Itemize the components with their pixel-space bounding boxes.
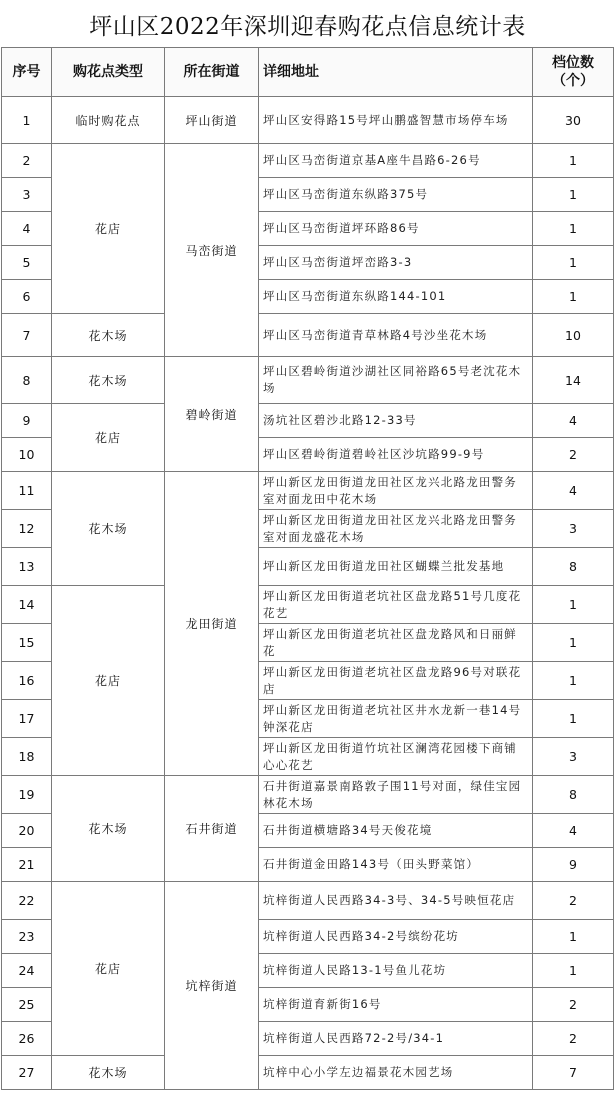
cell-stall-count: 7: [533, 1056, 614, 1090]
cell-address: 坪山区马峦街道东纵路144-101: [259, 280, 533, 314]
cell-outlet-type: 花木场: [52, 314, 165, 357]
cell-seq: 23: [2, 920, 52, 954]
cell-seq: 6: [2, 280, 52, 314]
table-row: [2, 472, 614, 510]
header-count-line1: 档位数: [552, 55, 594, 71]
cell-outlet-type: 花木场: [52, 776, 165, 882]
cell-stall-count: 1: [533, 954, 614, 988]
cell-seq: 22: [2, 882, 52, 920]
cell-address: 坪山区马峦街道京基A座牛昌路6-26号: [259, 144, 533, 178]
cell-street: 碧岭街道: [165, 357, 259, 472]
cell-address: 坑梓中心小学左边福景花木园艺场: [259, 1056, 533, 1090]
cell-outlet-type: 花店: [52, 404, 165, 472]
cell-seq: 26: [2, 1022, 52, 1056]
cell-address: 坪山新区龙田街道老坑社区盘龙路96号对联花店: [259, 662, 533, 700]
table-row: [2, 404, 614, 438]
cell-seq: 19: [2, 776, 52, 814]
cell-seq: 9: [2, 404, 52, 438]
cell-stall-count: 8: [533, 548, 614, 586]
cell-stall-count: 1: [533, 586, 614, 624]
document-title: 坪山区2022年深圳迎春购花点信息统计表: [89, 13, 526, 40]
cell-seq: 21: [2, 848, 52, 882]
cell-seq: 27: [2, 1056, 52, 1090]
cell-outlet-type: 花店: [52, 144, 165, 314]
cell-address: 坑梓街道人民西路34-2号缤纷花坊: [259, 920, 533, 954]
cell-address: 坑梓街道人民西路72-2号/34-1: [259, 1022, 533, 1056]
cell-stall-count: 1: [533, 212, 614, 246]
cell-address: 石井街道金田路143号（田头野菜馆）: [259, 848, 533, 882]
cell-address: 石井街道横塘路34号天俊花境: [259, 814, 533, 848]
cell-seq: 10: [2, 438, 52, 472]
table-row: [2, 586, 614, 624]
cell-address: 坪山区马峦街道坪峦路3-3: [259, 246, 533, 280]
header-count-line2: （个）: [552, 73, 594, 89]
cell-seq: 14: [2, 586, 52, 624]
cell-seq: 2: [2, 144, 52, 178]
cell-seq: 3: [2, 178, 52, 212]
cell-stall-count: 1: [533, 246, 614, 280]
cell-stall-count: 30: [533, 97, 614, 144]
cell-address: 坪山区安得路15号坪山鹏盛智慧市场停车场: [259, 97, 533, 144]
cell-address: 坪山区马峦街道坪环路86号: [259, 212, 533, 246]
cell-stall-count: 14: [533, 357, 614, 404]
cell-stall-count: 3: [533, 510, 614, 548]
cell-stall-count: 4: [533, 404, 614, 438]
cell-address: 坑梓街道育新街16号: [259, 988, 533, 1022]
header-address: 详细地址: [259, 48, 533, 97]
cell-stall-count: 1: [533, 920, 614, 954]
table-row: [2, 357, 614, 404]
header-street: 所在街道: [165, 48, 259, 97]
cell-street: 坪山街道: [165, 97, 259, 144]
cell-address: 坪山新区龙田街道竹坑社区澜湾花园楼下商铺心心花艺: [259, 738, 533, 776]
cell-address: 坑梓街道人民西路34-3号、34-5号映恒花店: [259, 882, 533, 920]
cell-outlet-type: 花木场: [52, 1056, 165, 1090]
cell-seq: 5: [2, 246, 52, 280]
cell-seq: 17: [2, 700, 52, 738]
cell-outlet-type: 临时购花点: [52, 97, 165, 144]
cell-address: 坪山新区龙田街道老坑社区盘龙路51号几度花花艺: [259, 586, 533, 624]
cell-address: 坪山新区龙田街道龙田社区蝴蝶兰批发基地: [259, 548, 533, 586]
cell-stall-count: 2: [533, 1022, 614, 1056]
cell-seq: 24: [2, 954, 52, 988]
cell-address: 坪山新区龙田街道老坑社区盘龙路风和日丽鲜花: [259, 624, 533, 662]
cell-seq: 16: [2, 662, 52, 700]
cell-address: 坪山新区龙田街道老坑社区井水龙新一巷14号钟深花店: [259, 700, 533, 738]
header-count: [533, 48, 614, 97]
cell-stall-count: 8: [533, 776, 614, 814]
cell-address: 坪山区碧岭街道碧岭社区沙坑路99-9号: [259, 438, 533, 472]
cell-stall-count: 1: [533, 700, 614, 738]
cell-seq: 1: [2, 97, 52, 144]
cell-stall-count: 2: [533, 882, 614, 920]
cell-seq: 8: [2, 357, 52, 404]
table-row: [2, 144, 614, 178]
cell-address: 坑梓街道人民路13-1号鱼儿花坊: [259, 954, 533, 988]
cell-seq: 11: [2, 472, 52, 510]
table-header-row: [2, 48, 614, 97]
cell-seq: 7: [2, 314, 52, 357]
cell-outlet-type: 花店: [52, 586, 165, 776]
table-row: [2, 776, 614, 814]
table-row: [2, 97, 614, 144]
table-row: [2, 314, 614, 357]
cell-street: 龙田街道: [165, 472, 259, 776]
cell-stall-count: 1: [533, 280, 614, 314]
cell-seq: 4: [2, 212, 52, 246]
cell-stall-count: 1: [533, 662, 614, 700]
cell-seq: 25: [2, 988, 52, 1022]
header-seq: 序号: [2, 48, 52, 97]
cell-seq: 12: [2, 510, 52, 548]
cell-stall-count: 10: [533, 314, 614, 357]
cell-street: 坑梓街道: [165, 882, 259, 1090]
cell-stall-count: 4: [533, 814, 614, 848]
cell-address: 坪山区马峦街道青草林路4号沙坐花木场: [259, 314, 533, 357]
cell-address: 坪山区马峦街道东纵路375号: [259, 178, 533, 212]
table-row: [2, 1056, 614, 1090]
cell-address: 坪山区碧岭街道沙湖社区同裕路65号老沈花木场: [259, 357, 533, 404]
cell-stall-count: 3: [533, 738, 614, 776]
cell-seq: 20: [2, 814, 52, 848]
table-row: [2, 882, 614, 920]
header-type: 购花点类型: [52, 48, 165, 97]
cell-seq: 15: [2, 624, 52, 662]
table-body: [2, 97, 614, 1090]
cell-outlet-type: 花木场: [52, 357, 165, 404]
flower-outlet-table: [1, 47, 614, 1090]
cell-stall-count: 9: [533, 848, 614, 882]
cell-address: 石井街道嘉景南路敦子围11号对面，绿佳宝园林花木场: [259, 776, 533, 814]
cell-outlet-type: 花木场: [52, 472, 165, 586]
cell-stall-count: 2: [533, 438, 614, 472]
cell-address: 坪山新区龙田街道龙田社区龙兴北路龙田警务室对面龙盛花木场: [259, 510, 533, 548]
cell-stall-count: 1: [533, 144, 614, 178]
cell-stall-count: 2: [533, 988, 614, 1022]
cell-seq: 18: [2, 738, 52, 776]
cell-outlet-type: 花店: [52, 882, 165, 1056]
cell-street: 马峦街道: [165, 144, 259, 357]
cell-street: 石井街道: [165, 776, 259, 882]
cell-stall-count: 4: [533, 472, 614, 510]
cell-stall-count: 1: [533, 178, 614, 212]
cell-seq: 13: [2, 548, 52, 586]
cell-address: 汤坑社区碧沙北路12-33号: [259, 404, 533, 438]
cell-stall-count: 1: [533, 624, 614, 662]
cell-address: 坪山新区龙田街道龙田社区龙兴北路龙田警务室对面龙田中花木场: [259, 472, 533, 510]
